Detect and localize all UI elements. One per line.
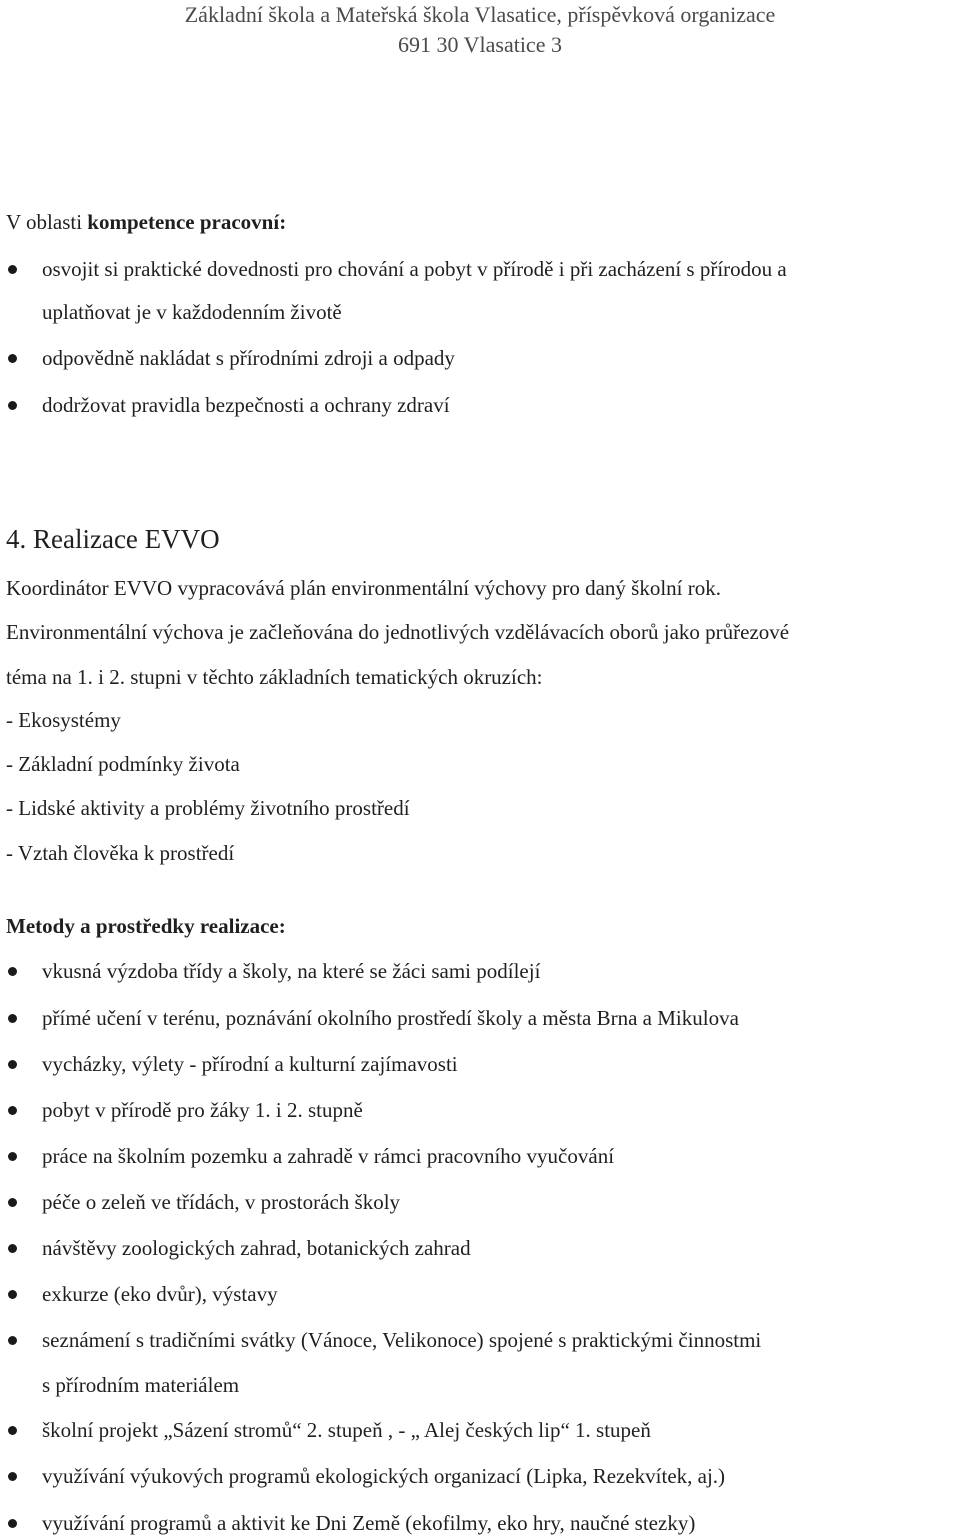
method-item: přímé učení v terénu, poznávání okolního prostředí školy a města Brna a Mikulova (42, 1006, 739, 1030)
bullet-icon (8, 1198, 17, 1207)
competence-item-3: dodržovat pravidla bezpečnosti a ochrany zdraví (42, 393, 450, 417)
bullet-icon (8, 1519, 17, 1528)
bullet-icon (8, 1290, 17, 1299)
bullet-icon (8, 354, 17, 363)
topic-item: - Vztah člověka k prostředí (6, 841, 235, 865)
bullet-icon (8, 967, 17, 976)
topic-item: - Základní podmínky života (6, 752, 240, 776)
competence-intro (6, 209, 286, 235)
school-address: 691 30 Vlasatice 3 (398, 32, 562, 57)
method-item: pobyt v přírodě pro žáky 1. i 2. stupně (42, 1098, 363, 1122)
method-item: využívání programů a aktivit ke Dni Země (ekofilmy, eko hry, naučné stezky) (42, 1511, 696, 1535)
bullet-icon (8, 1060, 17, 1069)
methods-heading: Metody a prostředky realizace: (6, 914, 286, 938)
section-heading: 4. Realizace EVVO (6, 524, 220, 554)
method-item: návštěvy zoologických zahrad, botanických zahrad (42, 1236, 471, 1260)
method-item: seznámení s tradičními svátky (Vánoce, Velikonoce) spojené s praktickými činnostmi (42, 1328, 762, 1352)
method-item: vycházky, výlety - přírodní a kulturní zajímavosti (42, 1052, 458, 1076)
competence-item-2: odpovědně nakládat s přírodními zdroji a odpady (42, 346, 455, 370)
bullet-icon (8, 1106, 17, 1115)
bullet-icon (8, 1152, 17, 1161)
bullet-icon (8, 1244, 17, 1253)
competence-intro-plain: V oblasti (6, 210, 88, 234)
school-name: Základní škola a Mateřská škola Vlasatice, příspěvková organizace (184, 2, 776, 27)
topic-item: - Lidské aktivity a problémy životního prostředí (6, 796, 410, 820)
bullet-icon (8, 265, 17, 274)
method-item: péče o zeleň ve třídách, v prostorách školy (42, 1190, 401, 1214)
competence-item-1-line2: uplatňovat je v každodenním životě (42, 300, 342, 324)
method-item: exkurze (eko dvůr), výstavy (42, 1282, 278, 1306)
bullet-icon (8, 1426, 17, 1435)
bullet-icon (8, 1472, 17, 1481)
bullet-icon (8, 1014, 17, 1023)
competence-item-1-line1: osvojit si praktické dovednosti pro chování a pobyt v přírodě i při zacházení s přírodou a (42, 257, 787, 281)
topic-item: - Ekosystémy (6, 708, 121, 732)
method-item-continuation: s přírodním materiálem (42, 1373, 240, 1397)
section-para-2-line2: téma na 1. i 2. stupni v těchto základních tematických okruzích: (6, 665, 543, 689)
method-item: využívání výukových programů ekologických organizací (Lipka, Rezekvítek, aj.) (42, 1464, 726, 1488)
method-item: školní projekt „Sázení stromů“ 2. stupeň , - „ Alej českých lip“ 1. stupeň (42, 1418, 651, 1442)
section-para-1: Koordinátor EVVO vypracovává plán environmentální výchovy pro daný školní rok. (6, 576, 721, 600)
competence-intro-bold: kompetence pracovní: (87, 210, 287, 234)
bullet-icon (8, 401, 17, 410)
bullet-icon (8, 1336, 17, 1345)
section-para-2-line1: Environmentální výchova je začleňována do jednotlivých vzdělávacích oborů jako průřezové (6, 620, 790, 644)
method-item: vkusná výzdoba třídy a školy, na které se žáci sami podílejí (42, 959, 541, 983)
method-item: práce na školním pozemku a zahradě v rámci pracovního vyučování (42, 1144, 615, 1168)
